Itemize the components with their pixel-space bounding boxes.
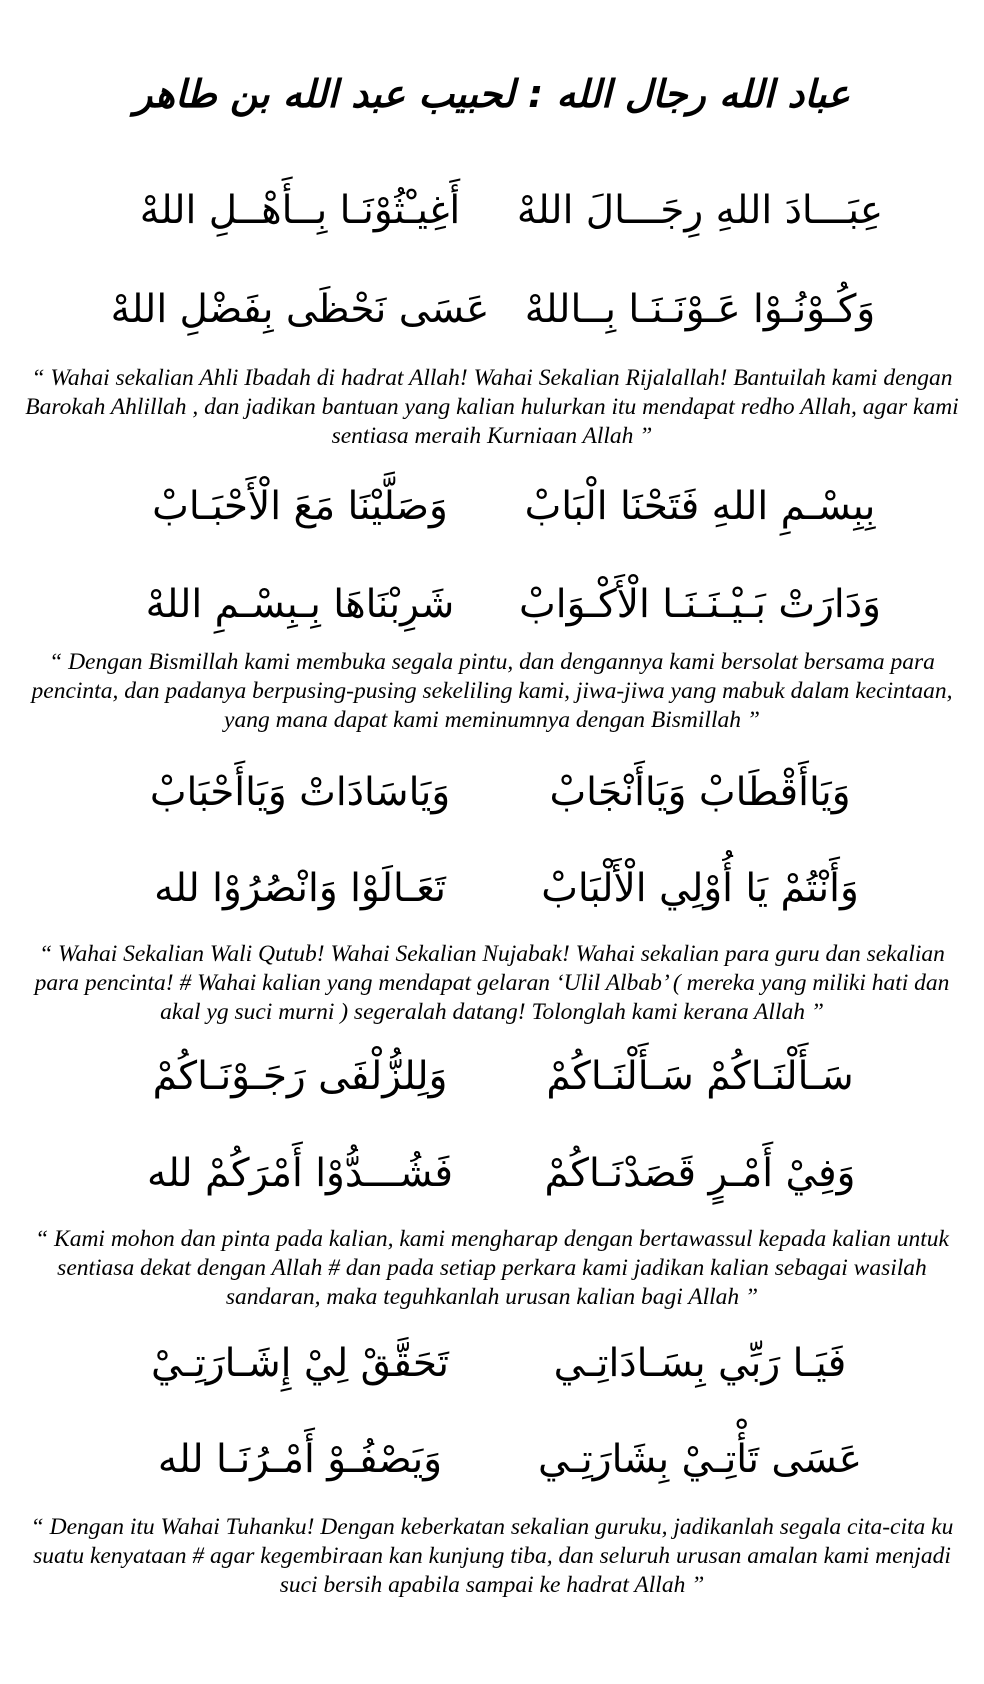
verse-line xyxy=(0,568,984,642)
verse-second-half: عَسَى نَحْظَى بِفَضْلِ اللهْ xyxy=(110,287,490,332)
verse-second-half: وَيَصْفُـوْ أَمْـرُنَـا لله xyxy=(157,1437,443,1482)
verse-second-half: شَرِبْنَاهَا بِـبِسْـمِ اللهْ xyxy=(145,582,455,627)
verse-second-half: وَصَلَّيْنَا مَعَ الْأَحْبَـابْ xyxy=(152,484,448,529)
verse-first-half: سَـأَلْنَـاكُمْ سَـأَلْنَـاكُمْ xyxy=(546,1054,854,1099)
verse-line xyxy=(0,756,984,830)
verse-first-half: فَيَـا رَبِّي بِسَـادَاتِـي xyxy=(553,1341,847,1386)
verse-line xyxy=(0,1423,984,1497)
verse-first-half: وَدَارَتْ بَـيْـنَـنَـا الْأَكْـوَابْ xyxy=(519,582,881,627)
verse-second-half: تَعَـالَوْا وَانْصُرُوْا لله xyxy=(154,866,446,911)
verse-line xyxy=(0,174,984,248)
translation-text: “ Wahai Sekalian Wali Qutub! Wahai Sekalian Nujabak! Wahai sekalian para guru dan sekalian para pencinta! # Wahai kalian yang mendapat gelaran ‘Ulil Albab’ ( mereka yang miliki hati dan akal yg suci murni ) segeralah datang! Tolonglah kami kerana Allah ” xyxy=(34,941,950,1025)
page-title: عباد الله رجال الله : لحبيب عبد الله بن طاهر xyxy=(134,72,850,116)
verse-first-half: عِبَـــادَ اللهِ رِجَـــالَ اللهْ xyxy=(516,188,884,233)
verse-line xyxy=(0,470,984,544)
translation-text: “ Dengan Bismillah kami membuka segala pintu, dan dengannya kami bersolat bersama para pencinta, dan padanya berpusing-pusing sekeliling kami, jiwa-jiwa yang mabuk dalam kecintaan, yang mana dapat kami meminumnya dengan Bismillah ” xyxy=(31,649,953,733)
verse-second-half: أَغِيـْثُوْنَـا بِــأَهْــلِ اللهْ xyxy=(139,188,461,233)
verse-second-half: وَيَاسَادَاتْ وَيَاأَحْبَابْ xyxy=(149,770,451,815)
verse-first-half: وَفِيْ أَمْـرٍ قَصَدْنَـاكُمْ xyxy=(544,1151,856,1196)
verse-line xyxy=(0,273,984,347)
verse-second-half: وَلِلزُّلْفَى رَجَـوْنَـاكُمْ xyxy=(152,1054,448,1099)
translation-text: “ Wahai sekalian Ahli Ibadah di hadrat Allah! Wahai Sekalian Rijalallah! Bantuilah kami dengan Barokah Ahlillah , dan jadikan bantuan yang kalian hulurkan itu mendapat redho Allah, agar kami sentiasa meraih Kurniaan Allah ” xyxy=(25,365,959,449)
translation-text: “ Dengan itu Wahai Tuhanku! Dengan keberkatan sekalian guruku, jadikanlah segala cita-cita ku suatu kenyataan # agar kegembiraan kan kunjung tiba, dan seluruh urusan amalan kami menjadi suci bersih apabila sampai ke hadrat Allah ” xyxy=(30,1514,954,1598)
translation-text: “ Kami mohon dan pinta pada kalian, kami mengharap dengan bertawassul kepada kalian untuk sentiasa dekat dengan Allah # dan pada setiap perkara kami jadikan kalian sebagai wasilah sandaran, maka teguhkanlah urusan kalian bagi Allah ” xyxy=(35,1226,949,1310)
verse-second-half: تَحَقَّقْ لِيْ إِشَـارَتِـيْ xyxy=(151,1341,449,1386)
verse-first-half: وَأَنْتُمْ يَا أُوْلِي الْأَلْبَابْ xyxy=(541,866,859,911)
verse-first-half: وَكُـوْنُـوْا عَـوْنَـنَـا بِــاللهْ xyxy=(524,287,876,332)
verse-line xyxy=(0,1327,984,1401)
verse-second-half: فَشُـــدُّوْا أَمْرَكُمْ لله xyxy=(146,1151,454,1196)
verse-first-half: بِبِسْـمِ اللهِ فَتَحْنَا الْبَابْ xyxy=(524,484,876,529)
verse-line xyxy=(0,1040,984,1114)
verse-first-half: وَيَاأَقْطَابْ وَيَاأَنْجَابْ xyxy=(549,770,851,815)
verse-line xyxy=(0,852,984,926)
verse-line xyxy=(0,1137,984,1211)
verse-first-half: عَسَى تَأْتِـيْ بِشَارَتِـي xyxy=(537,1437,863,1482)
